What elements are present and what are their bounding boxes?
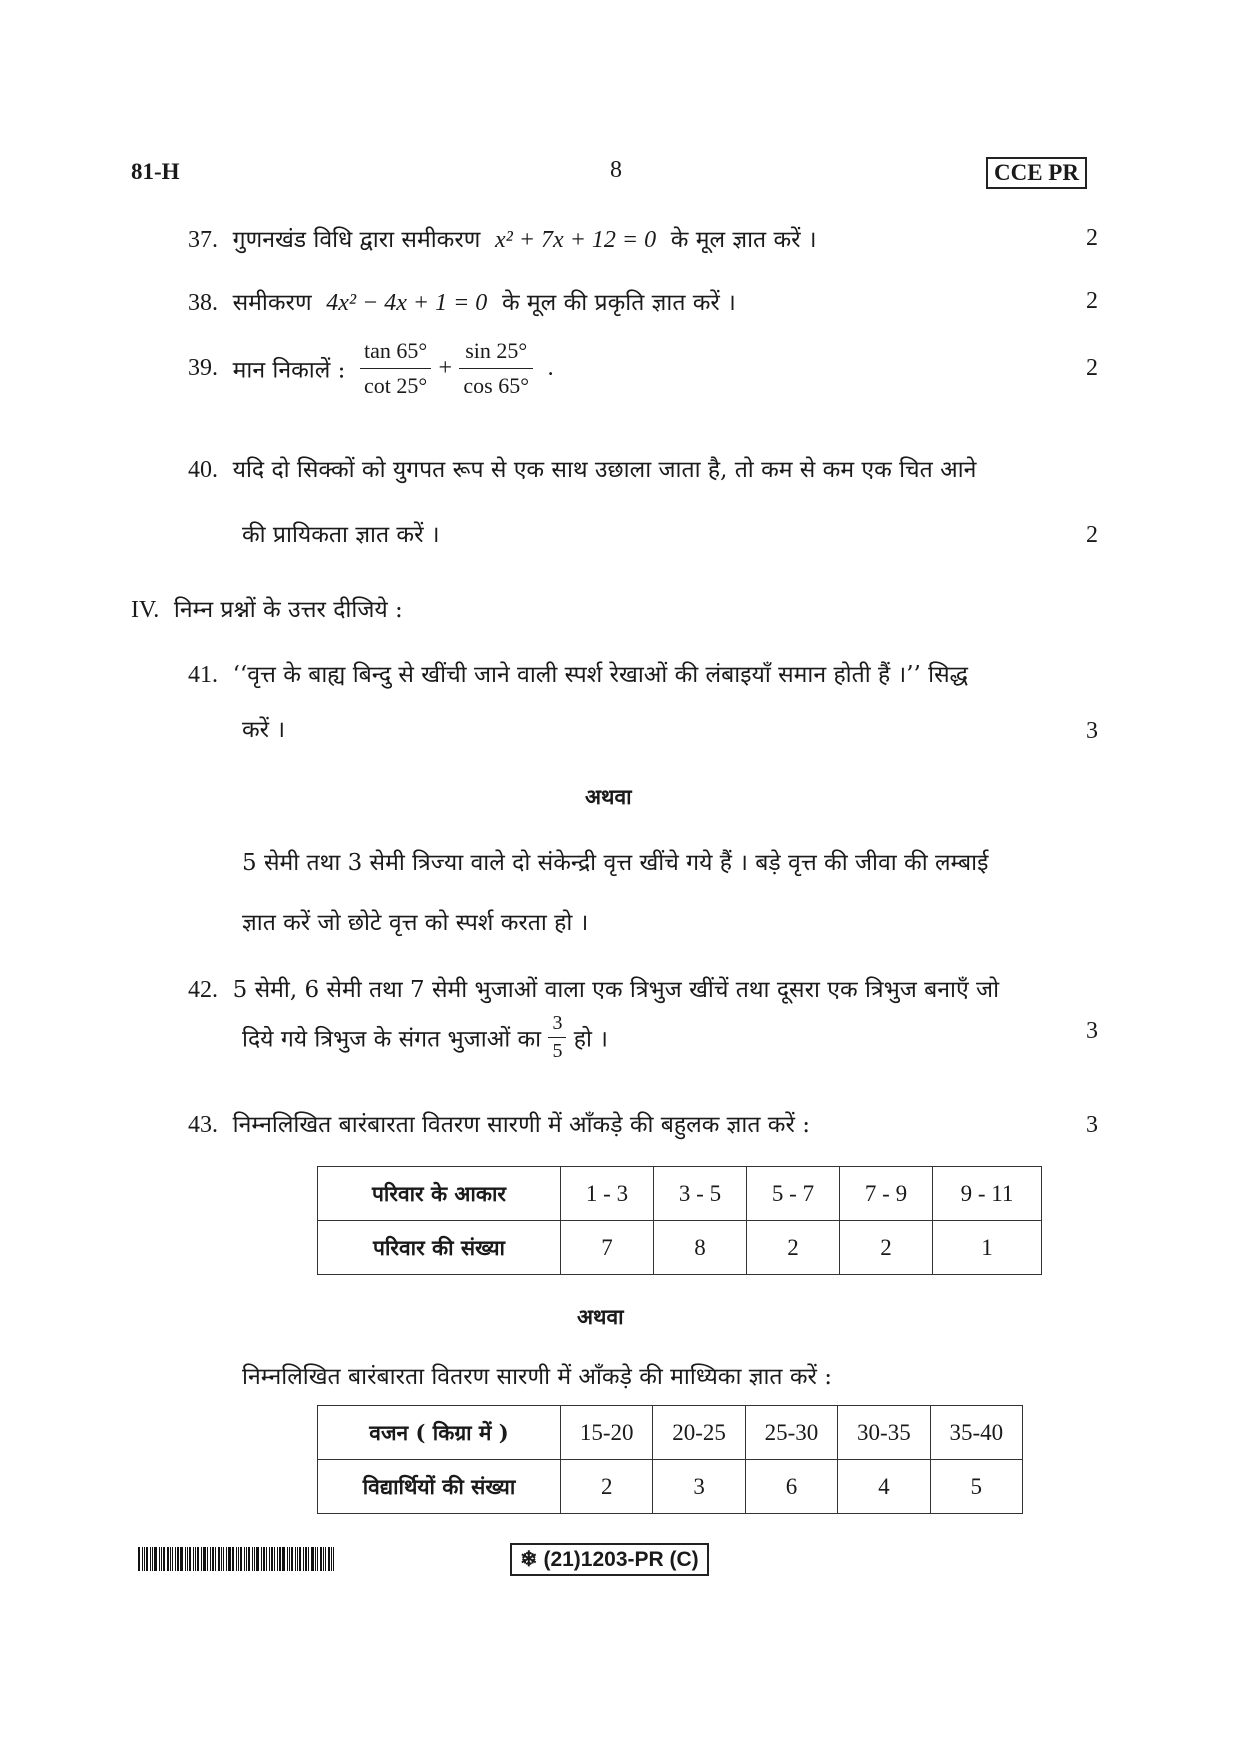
frequency-table-median: [317, 1405, 1023, 1514]
equation: x² + 7x + 12 = 0: [495, 227, 657, 253]
row-header: परिवार की संख्या: [318, 1221, 561, 1275]
table-cell: 1 - 3: [561, 1167, 654, 1221]
table-row: [318, 1221, 1042, 1275]
question-39: 39. मान निकालें : $\frac{\tan 65^\circ}{\cot 25^\circ}$ + $\frac{\sin 25^\circ}{\cos 65^\circ}$ .: [188, 338, 554, 398]
table-cell: 9 - 11: [933, 1167, 1042, 1221]
question-text: समीकरण: [232, 290, 312, 316]
page-number: 8: [610, 157, 622, 183]
row-header: विद्यार्थियों की संख्या: [318, 1460, 561, 1514]
table-cell: 1: [933, 1221, 1042, 1275]
question-text: गुणनखंड विधि द्वारा समीकरण: [232, 227, 481, 253]
table-cell: 7: [561, 1221, 654, 1275]
question-text: 5 सेमी, 6 सेमी तथा 7 सेमी भुजाओं वाला एक त्रिभुज खींचें तथा दूसरा एक त्रिभुज बनाएँ जो: [232, 977, 1000, 1003]
table-cell: 3 - 5: [654, 1167, 747, 1221]
question-text: के मूल की प्रकृति ज्ञात करें ।: [501, 290, 736, 316]
question-number: 39.: [188, 355, 218, 381]
barcode: [138, 1547, 368, 1571]
question-41-alt-line2: ज्ञात करें जो छोटे वृत्त को स्पर्श करता हो ।: [242, 910, 589, 936]
table-cell: 8: [654, 1221, 747, 1275]
table-cell: 35-40: [930, 1406, 1022, 1460]
question-40-line2: की प्रायिकता ज्ञात करें ।: [242, 522, 440, 548]
marks-42: 3: [1086, 1018, 1098, 1044]
marks-43: 3: [1086, 1112, 1098, 1138]
booklet-code: [510, 1543, 709, 1576]
question-40: [188, 455, 976, 485]
question-41-line2: करें ।: [242, 717, 286, 743]
fraction-sin-cos: $\frac{\sin 25^\circ}{\cos 65^\circ}$: [459, 338, 533, 399]
question-number: 37.: [188, 227, 218, 253]
question-37: [188, 225, 817, 255]
marks-37: 2: [1086, 225, 1098, 251]
table-cell: 4: [838, 1460, 930, 1514]
section-heading: IV. निम्न प्रश्नों के उत्तर दीजिये :: [131, 597, 403, 623]
question-text: ‘‘वृत्त के बाह्य बिन्दु से खींची जाने वाली स्पर्श रेखाओं की लंबाइयाँ समान होती हैं ।’’ सिद्ध: [232, 662, 969, 688]
question-text: के मूल ज्ञात करें ।: [670, 227, 817, 253]
marks-39: 2: [1086, 355, 1098, 381]
question-text: निम्नलिखित बारंबारता वितरण सारणी में आँकड़े की बहुलक ज्ञात करें :: [232, 1112, 810, 1138]
table-row: [318, 1460, 1023, 1514]
table-cell: 2: [840, 1221, 933, 1275]
question-text: मान निकालें :: [232, 357, 346, 384]
question-number: 41.: [188, 662, 218, 688]
marks-38: 2: [1086, 288, 1098, 314]
booklet-code-text: (21)1203-PR (C): [543, 1548, 699, 1571]
table-cell: 5 - 7: [747, 1167, 840, 1221]
table-cell: 30-35: [838, 1406, 930, 1460]
snowflake-icon: ❄: [520, 1548, 538, 1571]
question-text: यदि दो सिक्कों को युगपत रूप से एक साथ उछाला जाता है, तो कम से कम एक चित आने: [232, 457, 977, 483]
table-cell: 15-20: [561, 1406, 653, 1460]
fraction-tan-cot: $\frac{\tan 65^\circ}{\cot 25^\circ}$: [360, 338, 431, 399]
question-number: 40.: [188, 457, 218, 483]
or-heading: अथवा: [585, 784, 632, 809]
table-cell: 3: [653, 1460, 745, 1514]
question-number: 43.: [188, 1112, 218, 1138]
question-41: [188, 660, 968, 690]
table-row: [318, 1167, 1042, 1221]
question-42-line2: दिये गये त्रिभुज के संगत भुजाओं का $\frac{3}{5}$ हो ।: [242, 1012, 608, 1062]
equation: 4x² − 4x + 1 = 0: [326, 290, 488, 316]
row-header: परिवार के आकार: [318, 1167, 561, 1221]
table-cell: 7 - 9: [840, 1167, 933, 1221]
question-number: 38.: [188, 290, 218, 316]
question-42: [188, 975, 999, 1005]
marks-41: 3: [1086, 718, 1098, 744]
table-cell: 6: [745, 1460, 837, 1514]
question-43: [188, 1110, 810, 1140]
table-row: [318, 1406, 1023, 1460]
table-cell: 2: [747, 1221, 840, 1275]
table-cell: 20-25: [653, 1406, 745, 1460]
exam-tag: CCE PR: [986, 157, 1087, 189]
marks-40: 2: [1086, 522, 1098, 548]
paper-code: 81-H: [131, 159, 180, 184]
or-heading: अथवा: [577, 1304, 624, 1329]
frequency-table-mode: [317, 1166, 1042, 1275]
fraction-three-fifths: $\frac{3}{5}$: [548, 1012, 566, 1063]
table-cell: 5: [930, 1460, 1022, 1514]
row-header: वजन ( किग्रा में ): [318, 1406, 561, 1460]
question-43-alt: निम्नलिखित बारंबारता वितरण सारणी में आँकड़े की माध्यिका ज्ञात करें :: [242, 1364, 832, 1390]
table-cell: 2: [561, 1460, 653, 1514]
table-cell: 25-30: [745, 1406, 837, 1460]
question-number: 42.: [188, 977, 218, 1003]
question-38: [188, 288, 736, 318]
question-41-alt-line1: 5 सेमी तथा 3 सेमी त्रिज्या वाले दो संकेन्द्री वृत्त खींचे गये हैं । बड़े वृत्त की जीवा की लम्बाई: [242, 850, 989, 876]
